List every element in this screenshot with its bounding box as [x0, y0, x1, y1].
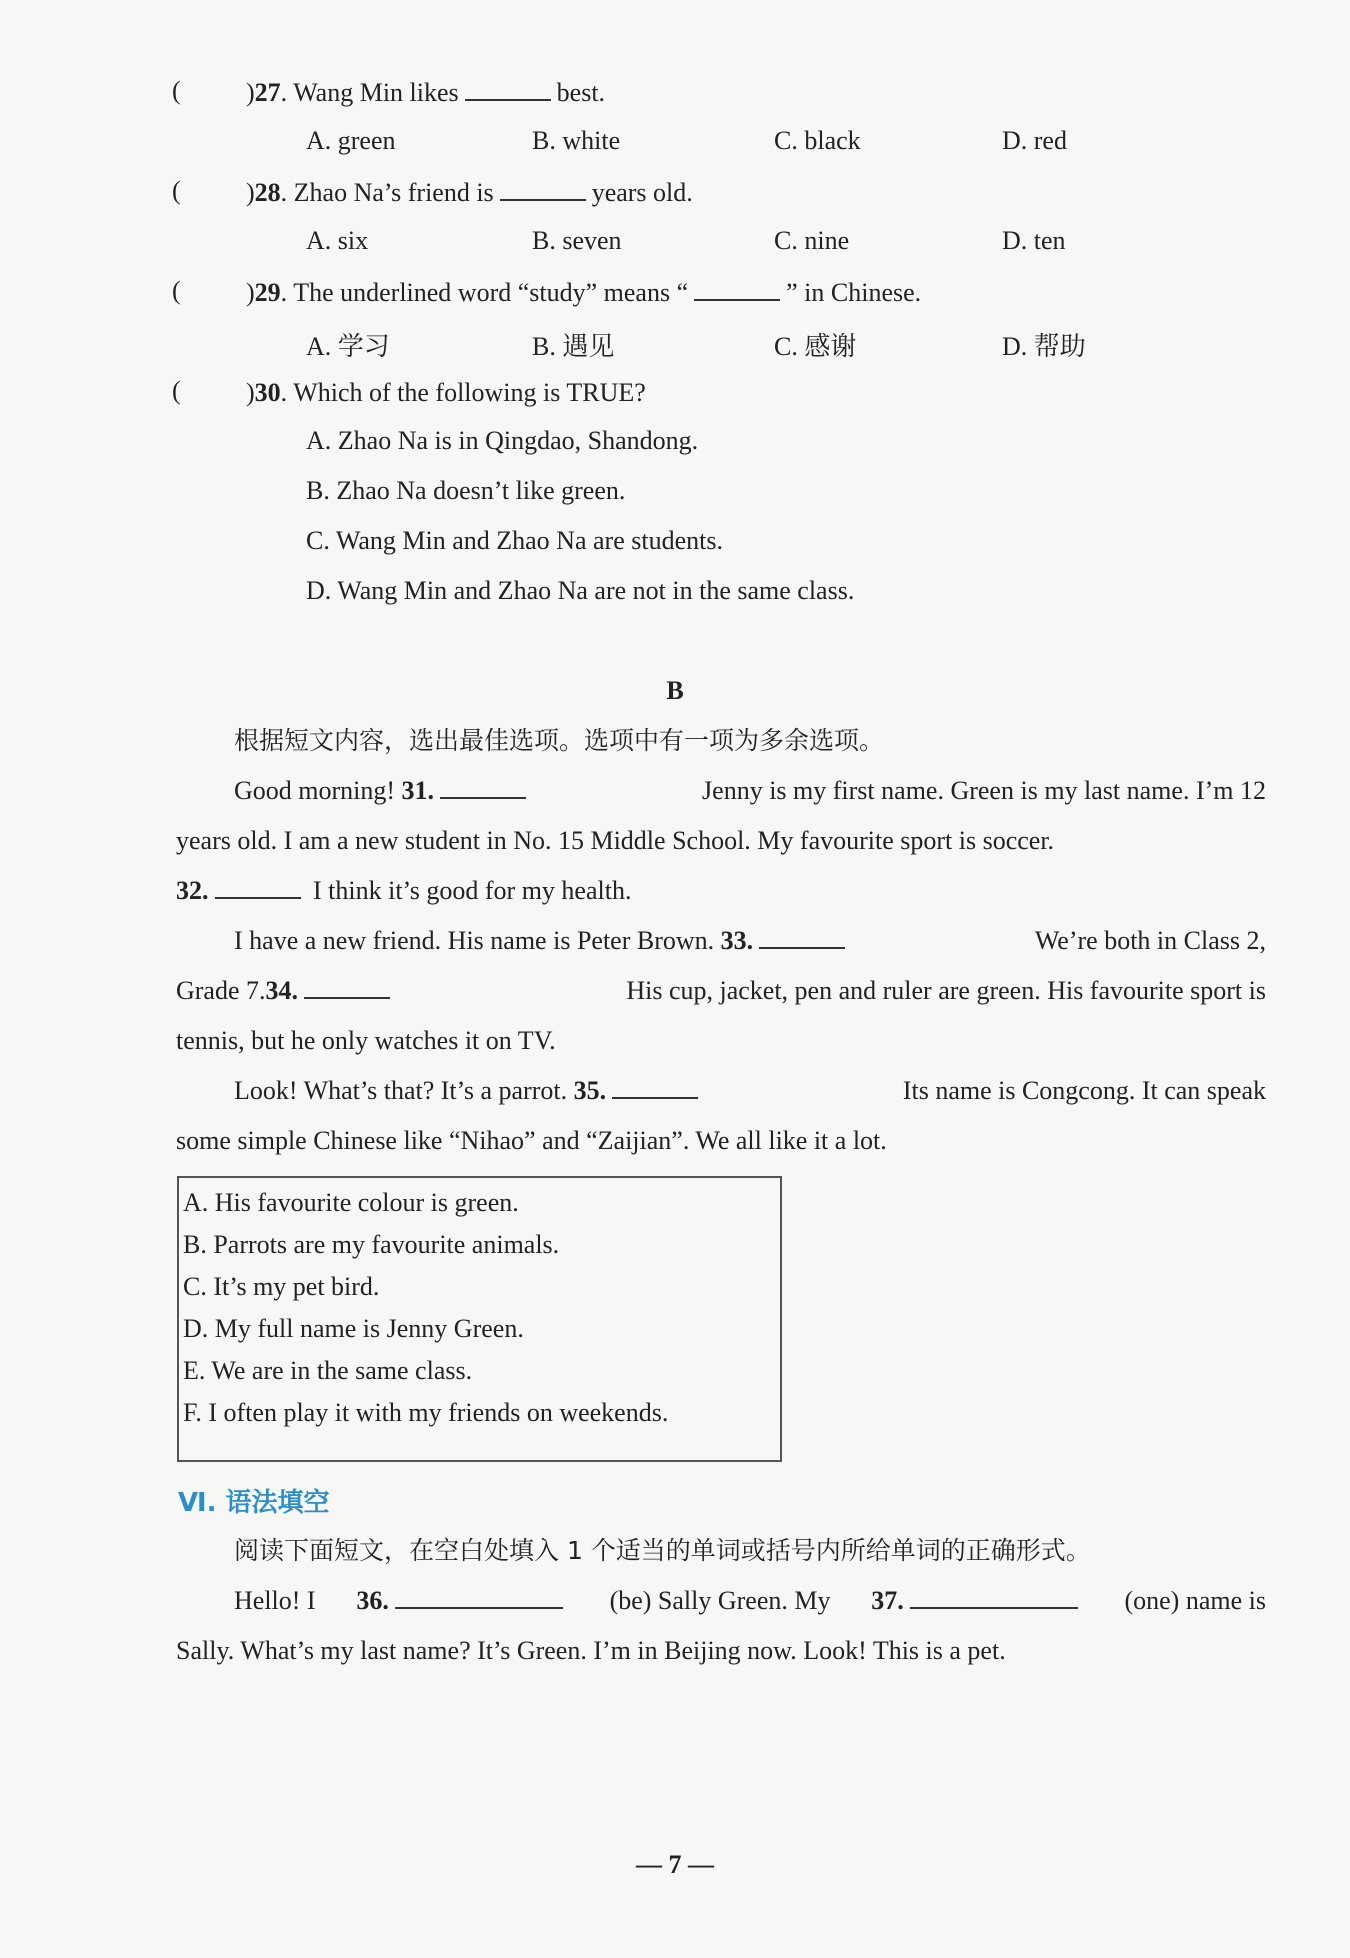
answer-paren-open: ( — [172, 376, 181, 405]
passage-line: Hello! I 36. (be) Sally Green. My 37. (one) name is — [234, 1586, 1266, 1615]
passage-line: Look! What’s that? It’s a parrot. 35. Its name is Congcong. It can speak — [234, 1076, 1266, 1105]
passage-line: 32. I think it’s good for my health. — [176, 876, 632, 905]
option-a[interactable]: A. green — [306, 126, 396, 155]
section-vi-instruction: 阅读下面短文，在空白处填入 1 个适当的单词或括号内所给单词的正确形式。 — [234, 1536, 1091, 1565]
choice-d[interactable]: D. My full name is Jenny Green. — [183, 1314, 524, 1343]
choice-b[interactable]: B. Parrots are my favourite animals. — [183, 1230, 560, 1259]
answer-paren-open: ( — [172, 76, 181, 105]
answer-blank-32[interactable] — [215, 875, 301, 899]
option-a[interactable]: A. 学习 — [306, 332, 390, 361]
option-c[interactable]: C. nine — [774, 226, 850, 255]
passage-line: I have a new friend. His name is Peter Brown. 33. We’re both in Class 2, — [234, 926, 1266, 955]
choices-box — [177, 1176, 782, 1462]
option-c[interactable]: C. 感谢 — [774, 332, 857, 361]
question-28-stem: )28. Zhao Na’s friend is years old. — [246, 178, 693, 207]
answer-blank-36[interactable] — [395, 1585, 563, 1609]
option-a[interactable]: A. six — [306, 226, 369, 255]
choice-e[interactable]: E. We are in the same class. — [183, 1356, 473, 1385]
passage-b — [176, 766, 1266, 1166]
choice-c[interactable]: C. It’s my pet bird. — [183, 1272, 380, 1301]
passage-line: some simple Chinese like “Nihao” and “Zaijian”. We all like it a lot. — [176, 1126, 887, 1155]
passage-line: years old. I am a new student in No. 15 Middle School. My favourite sport is soccer. — [176, 826, 1055, 855]
answer-blank[interactable] — [465, 77, 551, 101]
choice-a[interactable]: A. His favourite colour is green. — [183, 1188, 519, 1217]
option-b[interactable]: B. 遇见 — [532, 332, 615, 361]
answer-paren-open: ( — [172, 176, 181, 205]
answer-paren-open: ( — [172, 276, 181, 305]
option-c[interactable]: C. Wang Min and Zhao Na are students. — [306, 526, 723, 555]
passage-line: Sally. What’s my last name? It’s Green. I’m in Beijing now. Look! This is a pet. — [176, 1636, 1006, 1665]
question-27-stem: )27. Wang Min likes best. — [246, 78, 606, 107]
answer-blank-34[interactable] — [304, 975, 390, 999]
option-d[interactable]: D. 帮助 — [1002, 332, 1086, 361]
passage-line: Good morning! 31. Jenny is my first name. Green is my last name. I’m 12 — [234, 776, 1266, 805]
answer-blank[interactable] — [694, 277, 780, 301]
question-29-stem: )29. The underlined word “study” means “ ” in Chinese. — [246, 278, 922, 307]
option-d[interactable]: D. red — [1002, 126, 1067, 155]
option-b[interactable]: B. seven — [532, 226, 622, 255]
answer-blank-31[interactable] — [440, 775, 526, 799]
section-vi-title: Ⅵ. 语法填空 — [178, 1488, 330, 1518]
option-a[interactable]: A. Zhao Na is in Qingdao, Shandong. — [306, 426, 699, 455]
answer-blank-37[interactable] — [910, 1585, 1078, 1609]
answer-blank-33[interactable] — [759, 925, 845, 949]
answer-blank[interactable] — [500, 177, 586, 201]
passage-vi — [176, 1576, 1266, 1676]
question-30-stem: )30. Which of the following is TRUE? — [246, 378, 646, 407]
section-b-heading: B — [666, 676, 684, 705]
page-number: — 7 — — [636, 1850, 714, 1879]
passage-line: Grade 7.34. His cup, jacket, pen and ruler are green. His favourite sport is — [176, 976, 1266, 1005]
passage-line: tennis, but he only watches it on TV. — [176, 1026, 556, 1055]
choice-f[interactable]: F. I often play it with my friends on weekends. — [183, 1398, 669, 1427]
answer-blank-35[interactable] — [612, 1075, 698, 1099]
section-b-instruction: 根据短文内容，选出最佳选项。选项中有一项为多余选项。 — [234, 726, 885, 755]
option-b[interactable]: B. white — [532, 126, 621, 155]
option-b[interactable]: B. Zhao Na doesn’t like green. — [306, 476, 626, 505]
option-d[interactable]: D. ten — [1002, 226, 1066, 255]
option-d[interactable]: D. Wang Min and Zhao Na are not in the same class. — [306, 576, 855, 605]
option-c[interactable]: C. black — [774, 126, 861, 155]
